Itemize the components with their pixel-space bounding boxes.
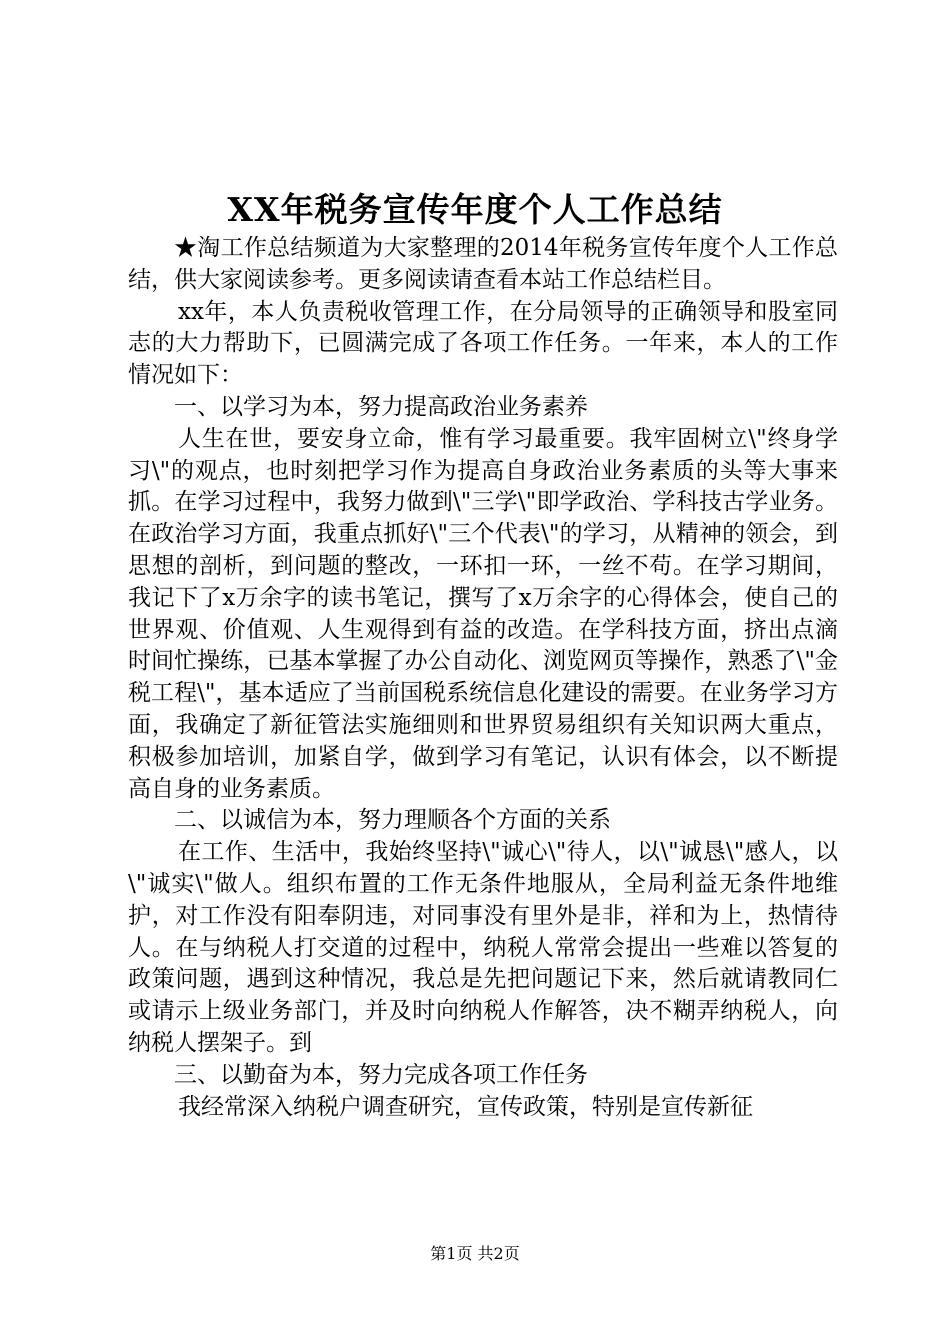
document-body [128, 233, 838, 1123]
section-heading-3: 三、以勤奋为本，努力完成各项工作任务 [174, 1061, 588, 1088]
section-heading-1: 一、以学习为本，努力提高政治业务素养 [174, 393, 588, 420]
page-number-footer: 第1页 共2页 [430, 1244, 520, 1263]
intro-paragraph: ★淘工作总结频道为大家整理的2014年税务宣传年度个人工作总结，供大家阅读参考。更多阅读请查看本站工作总结栏目。 [128, 235, 838, 293]
section-paragraph-1: 人生在世，要安身立命，惟有学习最重要。我牢固树立\"终身学习\"的观点，也时刻把学习作为提高自身政治业务素质的头等大事来抓。在学习过程中，我努力做到\"三学\"即学政治、学科技古学业务。在政治学习方面，我重点抓好\"三个代表\"的学习，从精神的领会，到思想的剖析，到问题的整改，一环扣一环，一丝不苟。在学习期间，我记下了x万余字的读书笔记，撰写了x万余字的心得体会，使自己的世界观、价值观、人生观得到有益的改造。在学科技方面，挤出点滴时间忙操练，已基本掌握了办公自动化、浏览网页等操作，熟悉了\"金税工程\"，基本适应了当前国税系统信息化建设的需要。在业务学习方面，我确定了新征管法实施细则和世界贸易组织有关知识两大重点，积极参加培训，加紧自学，做到学习有笔记，认识有体会，以不断提高自身的业务素质。 [128, 425, 838, 802]
section-paragraph-3: 我经常深入纳税户调查研究，宣传政策，特别是宣传新征 [178, 1093, 753, 1120]
document-title: XX年税务宣传年度个人工作总结 [227, 190, 723, 229]
section-paragraph-2: 在工作、生活中，我始终坚持\"诚心\"待人，以\"诚恳\"感人，以\"诚实\"做人。组织布置的工作无条件地服从，全局利益无条件地维护，对工作没有阳奉阴违，对同事没有里外是非，祥和为上，热情待人。在与纳税人打交道的过程中，纳税人常常会提出一些难以答复的政策问题，遇到这种情况，我总是先把问题记下来，然后就请教同仁或请示上级业务部门，并及时向纳税人作解答，决不糊弄纳税人，向纳税人摆架子。到 [128, 839, 838, 1056]
section-heading-2: 二、以诚信为本，努力理顺各个方面的关系 [174, 807, 611, 834]
overview-paragraph: xx年，本人负责税收管理工作，在分局领导的正确领导和股室同志的大力帮助下，已圆满完成了各项工作任务。一年来，本人的工作情况如下： [128, 298, 838, 389]
